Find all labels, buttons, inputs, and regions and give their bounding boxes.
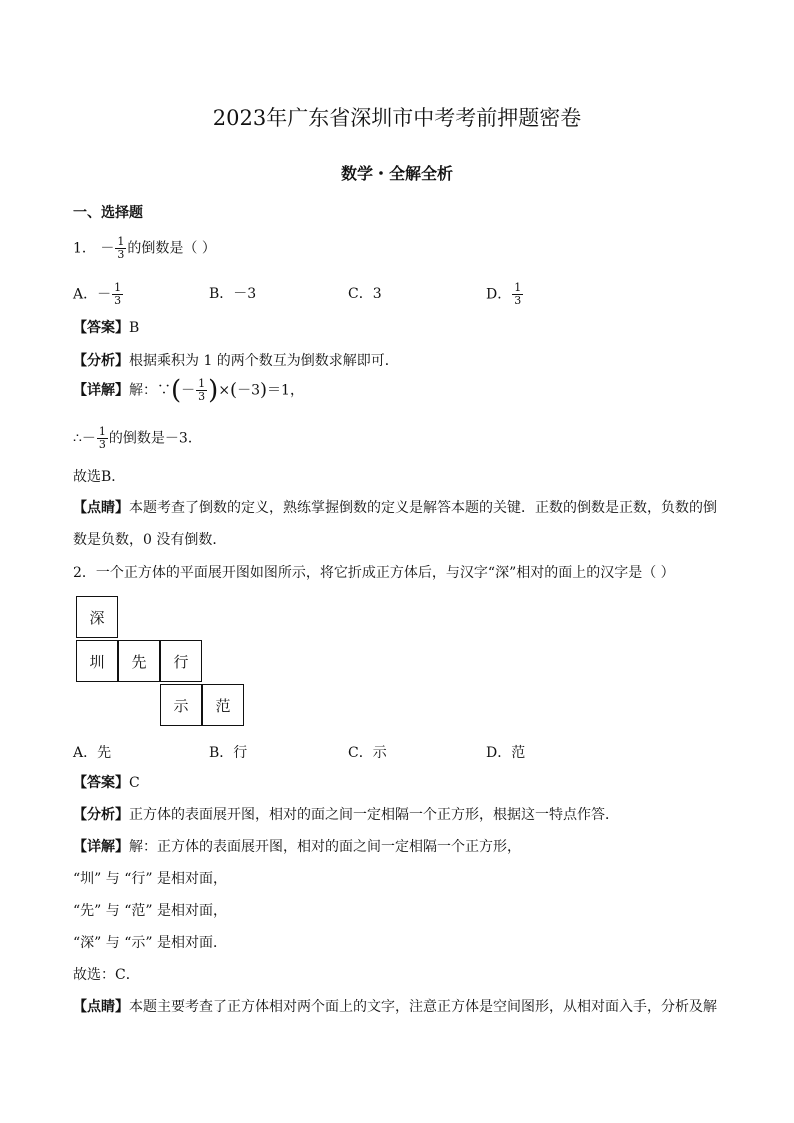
q1-option-c: C．3	[348, 286, 382, 302]
q1-analysis-text: 根据乘积为 1 的两个数互为倒数求解即可．	[129, 353, 399, 369]
q1-detail-tail: ＝1，	[267, 382, 304, 399]
q1-therefore-fraction	[97, 426, 108, 451]
q1-detail-neg: －	[181, 382, 196, 399]
q1-option-d-fraction	[512, 282, 523, 307]
q1-therefore-den: 3	[98, 438, 106, 451]
net-cell-xing: 行	[160, 640, 202, 682]
net-cell-xian: 先	[118, 640, 160, 682]
q1-comment-line2: 数是负数，0 没有倒数．	[73, 532, 227, 548]
section-heading: 一、选择题	[73, 205, 143, 221]
q2-option-d: D．范	[486, 745, 526, 761]
q2-pair-1: “圳” 与 “行” 是相对面，	[73, 871, 227, 887]
q2-detail-tag: 【详解】	[73, 839, 129, 855]
net-cell-shi: 示	[160, 684, 202, 726]
q1-detail-pre: 解：∵	[129, 382, 171, 399]
q2-analysis-tag: 【分析】	[73, 807, 129, 823]
q2-analysis	[73, 805, 619, 825]
q1-stem	[73, 236, 216, 261]
q2-answer	[73, 773, 140, 793]
q2-choose: 故选：C．	[73, 967, 140, 983]
q2-answer-value: C	[129, 775, 140, 791]
q1-option-d-num: 1	[514, 281, 522, 294]
q2-option-b: B．行	[209, 745, 248, 761]
q1-answer	[73, 318, 139, 338]
q1-therefore-tail: 的倒数是－3．	[108, 430, 202, 447]
q1-detail: 【详解】解：∵(－ $\frac{1}{3}$ )×(－3)＝1，	[73, 375, 304, 406]
q1-answer-value: B	[129, 320, 140, 336]
cube-net-figure	[76, 596, 246, 726]
q1-therefore-pre: ∴－	[73, 430, 96, 447]
page-title: 2023年广东省深圳市中考考前押题密卷	[212, 106, 582, 130]
q1-comment-text1: 本题考查了倒数的定义，熟练掌握倒数的定义是解答本题的关键．正数的倒数是正数，负数的倒	[129, 500, 717, 516]
q1-detail-lparen: (	[171, 375, 182, 406]
q1-answer-tag: 【答案】	[73, 320, 129, 336]
q1-therefore-num: 1	[98, 425, 106, 438]
q1-comment-tag: 【点睛】	[73, 500, 129, 516]
q2-pair-3: “深” 与 “示” 是相对面．	[73, 935, 227, 951]
q2-comment-tag: 【点睛】	[73, 999, 129, 1015]
q1-detail-den: 3	[198, 390, 206, 403]
q1-option-b: B．－3	[209, 286, 257, 302]
q1-fraction-num: 1	[117, 235, 125, 248]
q1-neg-sign: －	[100, 240, 115, 257]
q1-option-d-label: D．	[486, 286, 512, 303]
q1-detail-neg3: －3	[237, 382, 260, 399]
q1-option-d-den: 3	[514, 294, 522, 307]
q1-option-a-fraction	[112, 282, 123, 307]
q1-detail-rparen: )	[208, 375, 219, 406]
q1-fraction-den: 3	[117, 248, 125, 261]
q1-fraction	[115, 236, 126, 261]
q2-stem: 2．一个正方体的平面展开图如图所示，将它折成正方体后，与汉字“深”相对的面上的汉字是（ ）	[73, 565, 675, 581]
q1-option-a	[73, 282, 124, 307]
q1-detail-fraction	[196, 378, 207, 403]
q2-comment	[73, 997, 717, 1017]
q1-option-a-label: A．	[73, 286, 98, 303]
q2-analysis-text: 正方体的表面展开图，相对的面之间一定相隔一个正方形，根据这一特点作答．	[129, 807, 619, 823]
net-cell-fan: 范	[202, 684, 244, 726]
q1-detail-num: 1	[198, 377, 206, 390]
q2-pair-2: “先” 与 “范” 是相对面，	[73, 903, 227, 919]
q1-stem-tail: 的倒数是（ ）	[127, 240, 216, 257]
net-cell-zhen: 圳	[76, 640, 118, 682]
q1-option-a-den: 3	[114, 294, 122, 307]
q1-therefore	[73, 426, 202, 451]
q1-number: 1．	[73, 240, 96, 257]
q1-option-d	[486, 282, 524, 307]
q2-comment-text: 本题主要考查了正方体相对两个面上的文字，注意正方体是空间图形，从相对面入手，分析及解	[129, 999, 717, 1015]
q1-option-a-neg: －	[97, 286, 112, 303]
page-subtitle: 数学・全解全析	[340, 164, 453, 183]
q2-answer-tag: 【答案】	[73, 775, 129, 791]
q2-detail	[73, 837, 521, 857]
q1-comment-line1	[73, 498, 717, 518]
q1-analysis-tag: 【分析】	[73, 353, 129, 369]
q1-analysis	[73, 351, 399, 371]
q1-detail-times: ×	[218, 382, 231, 399]
q2-option-a: A．先	[73, 745, 112, 761]
q1-option-a-num: 1	[114, 281, 122, 294]
q1-choose: 故选B．	[73, 469, 126, 485]
net-cell-shen: 深	[76, 596, 118, 638]
q1-detail-tag: 【详解】	[73, 382, 129, 399]
q2-option-c: C．示	[348, 745, 387, 761]
q2-detail-text: 解：正方体的表面展开图，相对的面之间一定相隔一个正方形，	[129, 839, 521, 855]
